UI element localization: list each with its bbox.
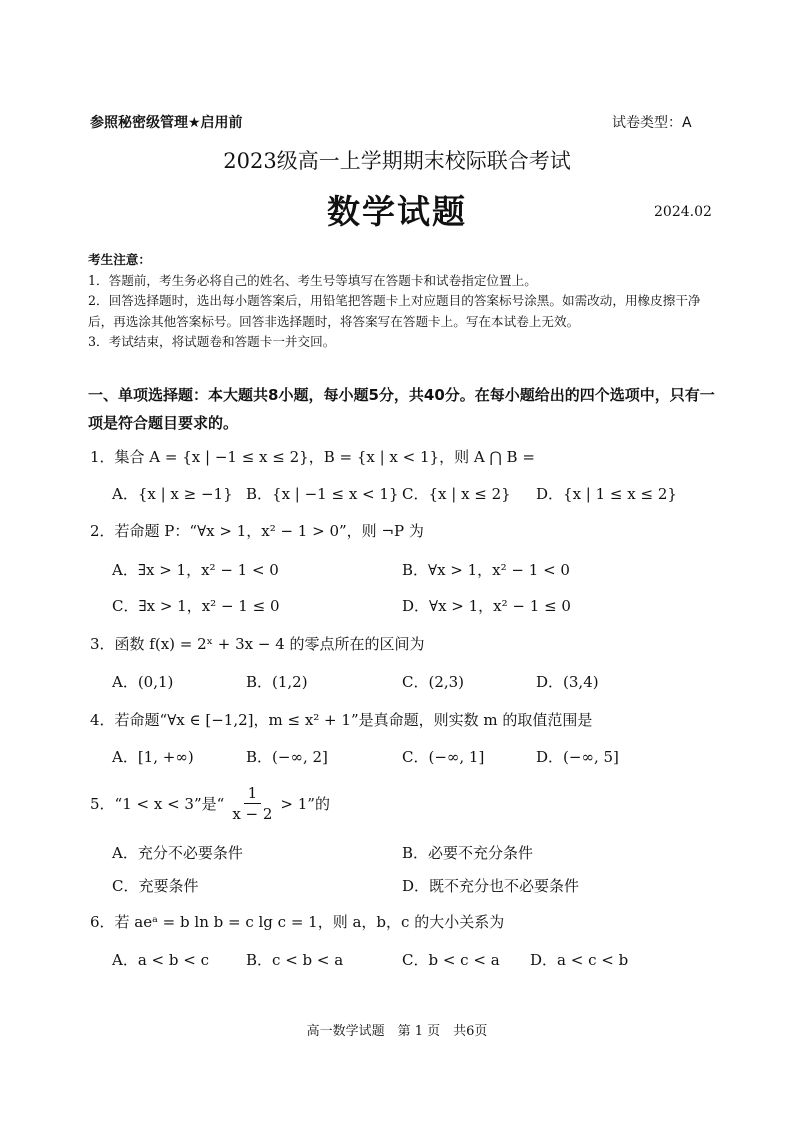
question-6-option-d: D．a < c < b xyxy=(530,951,629,969)
notice-heading: 考生注意： xyxy=(88,252,151,267)
question-6-option-b: B．c < b < a xyxy=(246,951,344,969)
question-2-option-d: D．∀x > 1，x² − 1 ≤ 0 xyxy=(402,597,571,615)
question-6-option-c: C．b < c < a xyxy=(402,951,500,969)
question-4-option-d: D．(−∞, 5] xyxy=(536,748,619,766)
question-5-fraction xyxy=(228,783,276,824)
question-5-stem-pre: 5．“1 < x < 3”是“ xyxy=(90,795,225,813)
question-5-option-c: C．充要条件 xyxy=(112,877,199,895)
question-1-stem: 1．集合 A = {x | −1 ≤ x ≤ 2}，B = {x | x < 1}，则 A ⋂ B = xyxy=(90,448,535,466)
fraction-denominator: x − 2 xyxy=(232,805,273,823)
question-5-stem-post: > 1”的 xyxy=(280,795,330,813)
question-6-stem: 6．若 aeᵃ = b ln b = c lg c = 1，则 a，b，c 的大小关系为 xyxy=(90,913,505,931)
exam-title: 2023级高一上学期期末校际联合考试 xyxy=(223,149,571,173)
question-4-option-b: B．(−∞, 2] xyxy=(246,748,328,766)
question-6-option-a: A．a < b < c xyxy=(112,951,209,969)
question-2-option-b: B．∀x > 1，x² − 1 < 0 xyxy=(402,561,570,579)
question-4-stem: 4．若命题“∀x ∈ [−1,2]，m ≤ x² + 1”是真命题，则实数 m 的取值范围是 xyxy=(90,711,593,729)
question-5-option-d: D．既不充分也不必要条件 xyxy=(402,877,580,895)
fraction-numerator: 1 xyxy=(244,783,262,804)
question-5-option-b: B．必要不充分条件 xyxy=(402,844,534,862)
question-3-option-d: D．(3,4) xyxy=(536,673,599,691)
question-4-option-c: C．(−∞, 1] xyxy=(402,748,485,766)
question-3-option-b: B．(1,2) xyxy=(246,673,308,691)
page-footer: 高一数学试题 第 1 页 共6页 xyxy=(306,1024,488,1039)
question-3-stem: 3．函数 f(x) = 2ˣ + 3x − 4 的零点所在的区间为 xyxy=(90,635,425,653)
question-2-option-c: C．∃x > 1，x² − 1 ≤ 0 xyxy=(112,597,280,615)
question-4-option-a: A．[1, +∞) xyxy=(112,748,194,766)
notice-block xyxy=(88,250,714,353)
question-1-option-d: D．{x | 1 ≤ x ≤ 2} xyxy=(536,485,677,503)
notice-item: 2．回答选择题时，选出每小题答案后，用铅笔把答题卡上对应题目的答案标号涂黑。如需改动，用橡皮擦干净后，再选涂其他答案标号。回答非选择题时，将答案写在答题卡上。写在本试卷上无效。 xyxy=(88,293,701,329)
question-1-option-b: B．{x | −1 ≤ x < 1} xyxy=(246,485,399,503)
notice-item: 3．考试结束，将试题卷和答题卡一并交回。 xyxy=(88,334,336,349)
paper-type-label: 试卷类型：A xyxy=(612,115,692,131)
question-2-option-a: A．∃x > 1，x² − 1 < 0 xyxy=(112,561,279,579)
question-3-option-a: A．(0,1) xyxy=(112,673,174,691)
question-1-option-a: A．{x | x ≥ −1} xyxy=(112,485,233,503)
question-2-stem: 2．若命题 P：“∀x > 1，x² − 1 > 0”，则 ¬P 为 xyxy=(90,522,424,540)
question-5-option-a: A．充分不必要条件 xyxy=(112,844,243,862)
subject-title: 数学试题 xyxy=(327,192,467,231)
confidentiality-label: 参照秘密级管理★启用前 xyxy=(90,115,243,131)
question-3-option-c: C．(2,3) xyxy=(402,673,465,691)
exam-date: 2024.02 xyxy=(654,204,712,220)
question-5-stem xyxy=(90,783,330,824)
notice-item: 1．答题前，考生务必将自己的姓名、考生号等填写在答题卡和试卷指定位置上。 xyxy=(88,272,537,288)
question-1-option-c: C．{x | x ≤ 2} xyxy=(402,485,511,503)
section-heading: 一、单项选择题：本大题共8小题，每小题5分，共40分。在每小题给出的四个选项中，只有一项是符合题目要求的。 xyxy=(88,386,715,432)
